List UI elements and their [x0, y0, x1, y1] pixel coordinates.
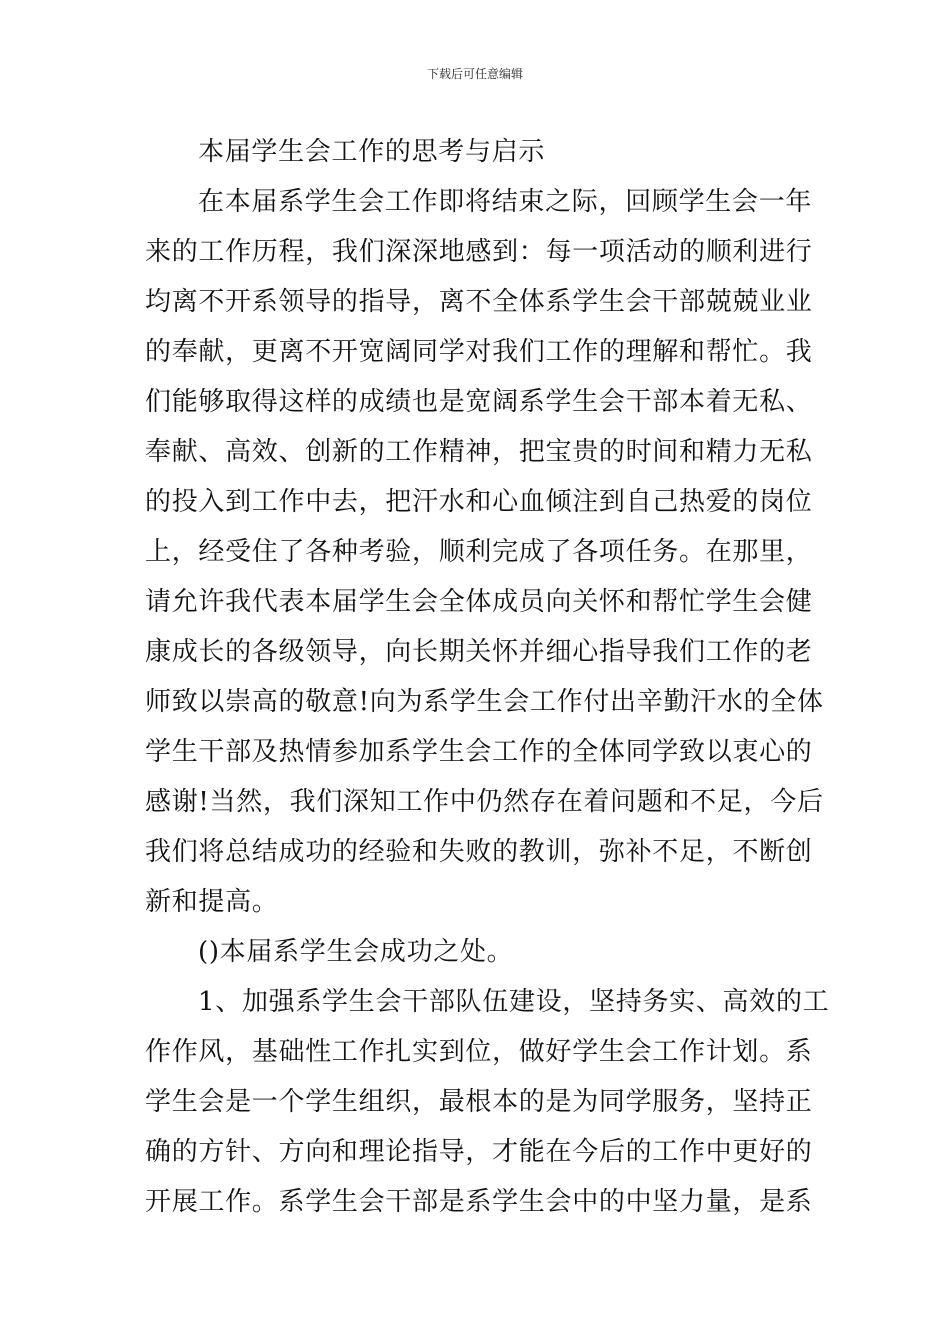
text-line: 们能够取得这样的成绩也是宽阔系学生会干部本着无私、: [145, 387, 813, 417]
text-line: 的奉献，更离不开宽阔同学对我们工作的理解和帮忙。我: [145, 337, 813, 367]
text-line: 来的工作历程，我们深深地感到：每一项活动的顺利进行: [145, 237, 813, 267]
text-line: 学生会是一个学生组织，最根本的是为同学服务，坚持正: [145, 1087, 813, 1117]
text-line: 感谢!当然，我们深知工作中仍然存在着问题和不足，今后: [145, 787, 824, 817]
text-line: 请允许我代表本届学生会全体成员向关怀和帮忙学生会健: [145, 587, 813, 617]
text-line: 1、加强系学生会干部队伍建设，坚持务实、高效的工: [198, 987, 830, 1017]
text-line: 确的方针、方向和理论指导，才能在今后的工作中更好的: [145, 1137, 813, 1167]
text-line: 上，经受住了各种考验，顺利完成了各项任务。在那里，: [145, 537, 813, 567]
text-line: 的投入到工作中去，把汗水和心血倾注到自己热爱的岗位: [145, 487, 813, 517]
document-body: [145, 127, 830, 1227]
text-line: 学生干部及热情参加系学生会工作的全体同学致以衷心的: [145, 737, 813, 767]
text-line: 奉献、高效、创新的工作精神，把宝贵的时间和精力无私: [145, 437, 813, 467]
text-line: 均离不开系领导的指导，离不全体系学生会干部兢兢业业: [145, 287, 813, 317]
page-header: 下载后可任意编辑: [426, 67, 523, 81]
text-line: 我们将总结成功的经验和失败的教训，弥补不足，不断创: [145, 837, 813, 867]
text-line: 新和提高。: [145, 887, 279, 917]
text-line: ()本届系学生会成功之处。: [198, 937, 514, 967]
document-title: 本届学生会工作的思考与启示: [198, 137, 546, 167]
text-line: 在本届系学生会工作即将结束之际，回顾学生会一年: [198, 187, 813, 217]
text-line: 开展工作。系学生会干部是系学生会中的中坚力量，是系: [145, 1187, 813, 1217]
text-line: 师致以崇高的敬意!向为系学生会工作付出辛勤汗水的全体: [145, 687, 824, 717]
text-line: 作作风，基础性工作扎实到位，做好学生会工作计划。系: [145, 1037, 813, 1067]
text-line: 康成长的各级领导，向长期关怀并细心指导我们工作的老: [145, 637, 813, 667]
